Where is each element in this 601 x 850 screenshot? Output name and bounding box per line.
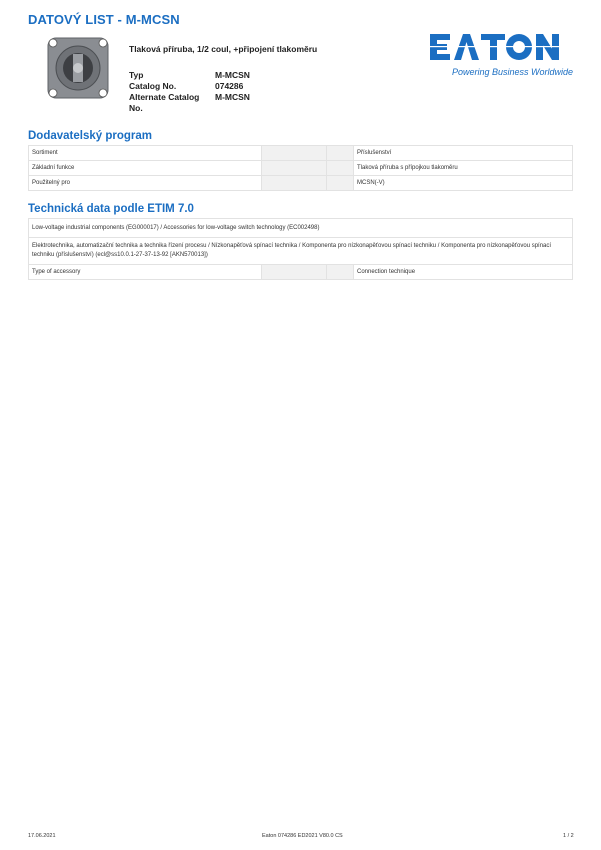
product-image [42, 34, 114, 102]
meta-row-alternate [129, 92, 250, 114]
empty-cell [327, 161, 354, 176]
footer-document-id: Eaton 074286 ED2021 V80.0 CS [262, 833, 343, 839]
meta-key: Catalog No. [129, 81, 177, 91]
etim-ecl-line: Elektrotechnika, automatizační technika a technika řízení procesu / Nízkonapěťová spínací technika / Komponenta pro nízkonapěťovou spínací techniku / Komponenta pro nízkonapěťovou spínací techniku (příslušenství) (ecl@ss10.0.1-27-37-13-92 [AKN570013]) [29, 238, 573, 265]
empty-cell [262, 146, 327, 161]
empty-cell [262, 161, 327, 176]
meta-value: M-MCSN [215, 92, 250, 102]
empty-cell [327, 265, 354, 280]
empty-cell [327, 176, 354, 191]
empty-cell [262, 265, 327, 280]
footer-page-number: 1 / 2 [563, 833, 574, 839]
product-name: Tlaková příruba, 1/2 coul, +připojení tlakoměru [129, 44, 318, 54]
table-row [29, 219, 573, 238]
row-label: Základní funkce [29, 161, 262, 176]
row-value: Příslušenství [354, 146, 573, 161]
section-title-etim: Technická data podle ETIM 7.0 [28, 203, 194, 215]
etim-class-line: Low-voltage industrial components (EG000017) / Accessories for low-voltage switch technology (EC002498) [29, 219, 573, 238]
row-value: Tlaková příruba s přípojkou tlakoměru [354, 161, 573, 176]
row-value: Connection technique [354, 265, 573, 280]
row-value: MCSN(-V) [354, 176, 573, 191]
row-label: Sortiment [29, 146, 262, 161]
table-row [29, 161, 573, 176]
table-row [29, 146, 573, 161]
product-meta [129, 70, 250, 114]
meta-row-type [129, 70, 250, 81]
table-row [29, 176, 573, 191]
table-row [29, 238, 573, 265]
table-row [29, 265, 573, 280]
row-label: Použitelný pro [29, 176, 262, 191]
meta-row-catalog [129, 81, 250, 92]
document-title: DATOVÝ LIST - M-MCSN [28, 12, 180, 27]
section-title-supplier-program: Dodavatelský program [28, 130, 152, 142]
footer-date: 17.06.2021 [28, 833, 56, 839]
meta-key: Alternate Catalog No. [129, 92, 200, 113]
meta-value: 074286 [215, 81, 244, 91]
supplier-program-table [28, 145, 573, 191]
empty-cell [262, 176, 327, 191]
brand-tagline: Powering Business Worldwide [452, 67, 574, 77]
etim-table [28, 218, 573, 280]
row-label: Type of accessory [29, 265, 262, 280]
meta-value: M-MCSN [215, 70, 250, 80]
meta-key: Typ [129, 70, 144, 80]
empty-cell [327, 146, 354, 161]
